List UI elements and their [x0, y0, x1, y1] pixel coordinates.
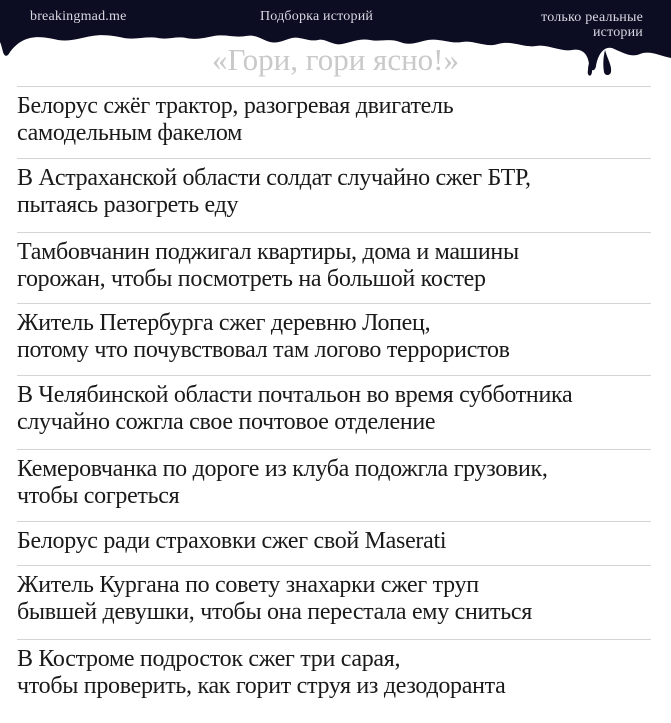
section-name[interactable]: Подборка историй [260, 9, 374, 24]
story-line2: горожан, чтобы посмотреть на большой костер [17, 266, 486, 292]
story-item[interactable] [17, 158, 651, 232]
story-line2: бывшей девушки, чтобы она перестала ему сниться [17, 599, 532, 625]
story-list [17, 86, 651, 711]
story-line2: пытаясь разогреть еду [17, 192, 239, 218]
story-item[interactable] [17, 303, 651, 375]
story-line1: Житель Петербурга сжег деревню Лопец, [17, 310, 431, 336]
story-item[interactable] [17, 449, 651, 521]
story-item[interactable] [17, 86, 651, 158]
story-item[interactable] [17, 232, 651, 303]
tagline-line2: истории [592, 25, 643, 40]
story-item[interactable] [17, 375, 651, 449]
story-line1: Житель Кургана по совету знахарки сжег труп [17, 572, 479, 598]
tagline-line1: только реальные [541, 10, 643, 25]
story-item[interactable] [17, 521, 651, 565]
story-line1: Тамбовчанин поджигал квартиры, дома и машины [17, 239, 519, 265]
story-line2: потому что почувствовал там логово террористов [17, 337, 510, 363]
page-title: «Гори, гори ясно!» [211, 42, 459, 77]
header-banner [0, 0, 671, 85]
story-line1: Белорус сжёг трактор, разогревая двигатель [17, 93, 454, 119]
story-line2: случайно сожгла свое почтовое отделение [17, 409, 436, 435]
story-line2: чтобы согреться [17, 483, 180, 509]
tagline [541, 10, 643, 40]
site-name[interactable]: breakingmad.me [30, 9, 127, 24]
story-line1: Кемеровчанка по дороге из клуба подожгла грузовик, [17, 456, 548, 482]
story-line1: В Астраханской области солдат случайно сжег БТР, [17, 165, 531, 191]
story-line2: самодельным факелом [17, 120, 242, 146]
story-line1: В Челябинской области почтальон во время субботника [17, 382, 573, 408]
story-item[interactable] [17, 639, 651, 711]
story-line2: чтобы проверить, как горит струя из дезодоранта [17, 673, 506, 699]
story-item[interactable] [17, 565, 651, 639]
story-line1: Белорус ради страховки сжег свой Maserati [17, 528, 447, 554]
story-line1: В Костроме подросток сжег три сарая, [17, 646, 401, 672]
